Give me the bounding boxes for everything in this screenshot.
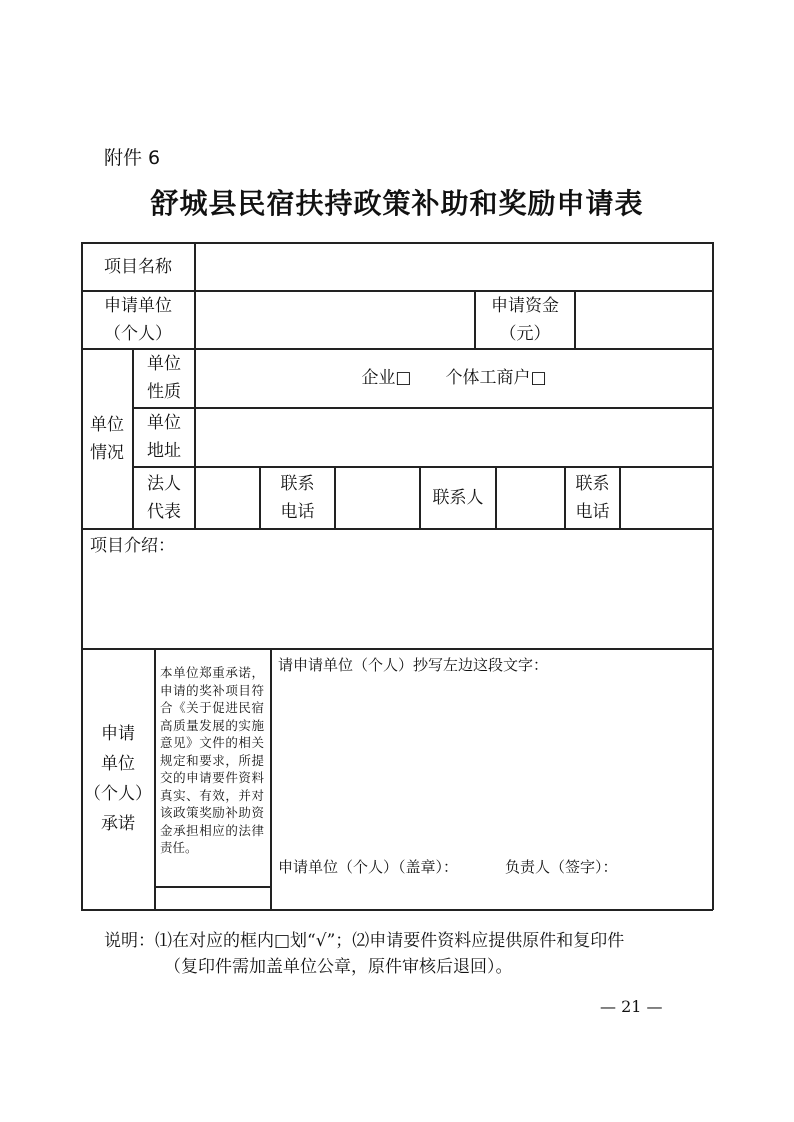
unit-info-label — [82, 349, 132, 528]
page-number: — 21 — — [600, 997, 663, 1016]
applicant-label-line2: （个人） — [104, 323, 172, 344]
phone2-field[interactable] — [621, 467, 712, 528]
commitment-label-line4: 承诺 — [101, 814, 135, 834]
amount-label — [476, 291, 574, 348]
signature-label: 负责人（签字）： — [505, 858, 618, 876]
unit-nature-label-line1: 单位 — [147, 354, 181, 374]
applicant-field[interactable] — [196, 291, 474, 348]
intro-field[interactable] — [83, 562, 711, 646]
contact-label: 联系人 — [432, 487, 484, 508]
contact-field[interactable] — [497, 467, 564, 528]
project-name-field[interactable] — [196, 243, 712, 290]
copy-instruction: 请申请单位（个人）抄写左边这段文字： — [278, 656, 549, 674]
intro-label: 项目介绍： — [90, 536, 175, 556]
unit-nature-label-line2: 性质 — [147, 382, 181, 402]
unit-address-label-line2: 地址 — [147, 441, 181, 461]
commitment-label-line1: 申请 — [101, 724, 135, 744]
phone2-label-line1: 联系 — [575, 473, 610, 494]
commitment-text: 本单位郑重承诺，申请的奖补项目符合《关于促进民宿高质量发展的实施意见》文件的相关规定和要求，所提交的申请要件资料真实、有效，并对该政策奖励补助资金承担相应的法律责任。 — [160, 665, 264, 855]
phone1-label — [261, 467, 334, 528]
phone1-label-line2: 电话 — [280, 501, 315, 522]
legal-rep-label — [134, 467, 194, 528]
unit-info-label-line1: 单位 — [90, 414, 124, 435]
form-title: 舒城县民宿扶持政策补助和奖励申请表 — [150, 187, 644, 220]
amount-label-line2: （元） — [499, 323, 551, 344]
note-line-1: 说明：⑴在对应的框内□划“√”；⑵申请要件资料应提供原件和复印件 — [104, 931, 625, 951]
project-name-label: 项目名称 — [104, 256, 172, 277]
unit-nature-options[interactable]: 企业□ 个体工商户□ — [361, 368, 547, 388]
copy-field[interactable] — [274, 682, 710, 842]
attachment-label: 附件 6 — [104, 147, 161, 169]
unit-address-label-line1: 单位 — [147, 413, 181, 433]
unit-nature-label — [134, 349, 194, 407]
note-line-2: （复印件需加盖单位公章，原件审核后退回）。 — [164, 957, 513, 977]
phone2-label — [566, 467, 619, 528]
applicant-label — [82, 291, 194, 348]
seal-label: 申请单位（个人）（盖章）： — [278, 858, 459, 876]
unit-address-label — [134, 408, 194, 466]
amount-field[interactable] — [576, 291, 712, 348]
phone1-label-line1: 联系 — [280, 473, 315, 494]
commitment-label — [82, 649, 154, 909]
commitment-label-line3: （个人） — [84, 784, 152, 804]
amount-label-line1: 申请资金 — [491, 295, 559, 316]
phone1-field[interactable] — [336, 467, 419, 528]
unit-info-label-line2: 情况 — [90, 442, 124, 463]
applicant-label-line1: 申请单位 — [104, 295, 172, 316]
commitment-label-line2: 单位 — [101, 754, 135, 774]
legal-rep-label-line2: 代表 — [147, 501, 181, 522]
unit-address-field[interactable] — [196, 408, 712, 466]
legal-rep-label-line1: 法人 — [147, 473, 181, 494]
legal-rep-field[interactable] — [196, 467, 259, 528]
phone2-label-line2: 电话 — [575, 501, 610, 522]
